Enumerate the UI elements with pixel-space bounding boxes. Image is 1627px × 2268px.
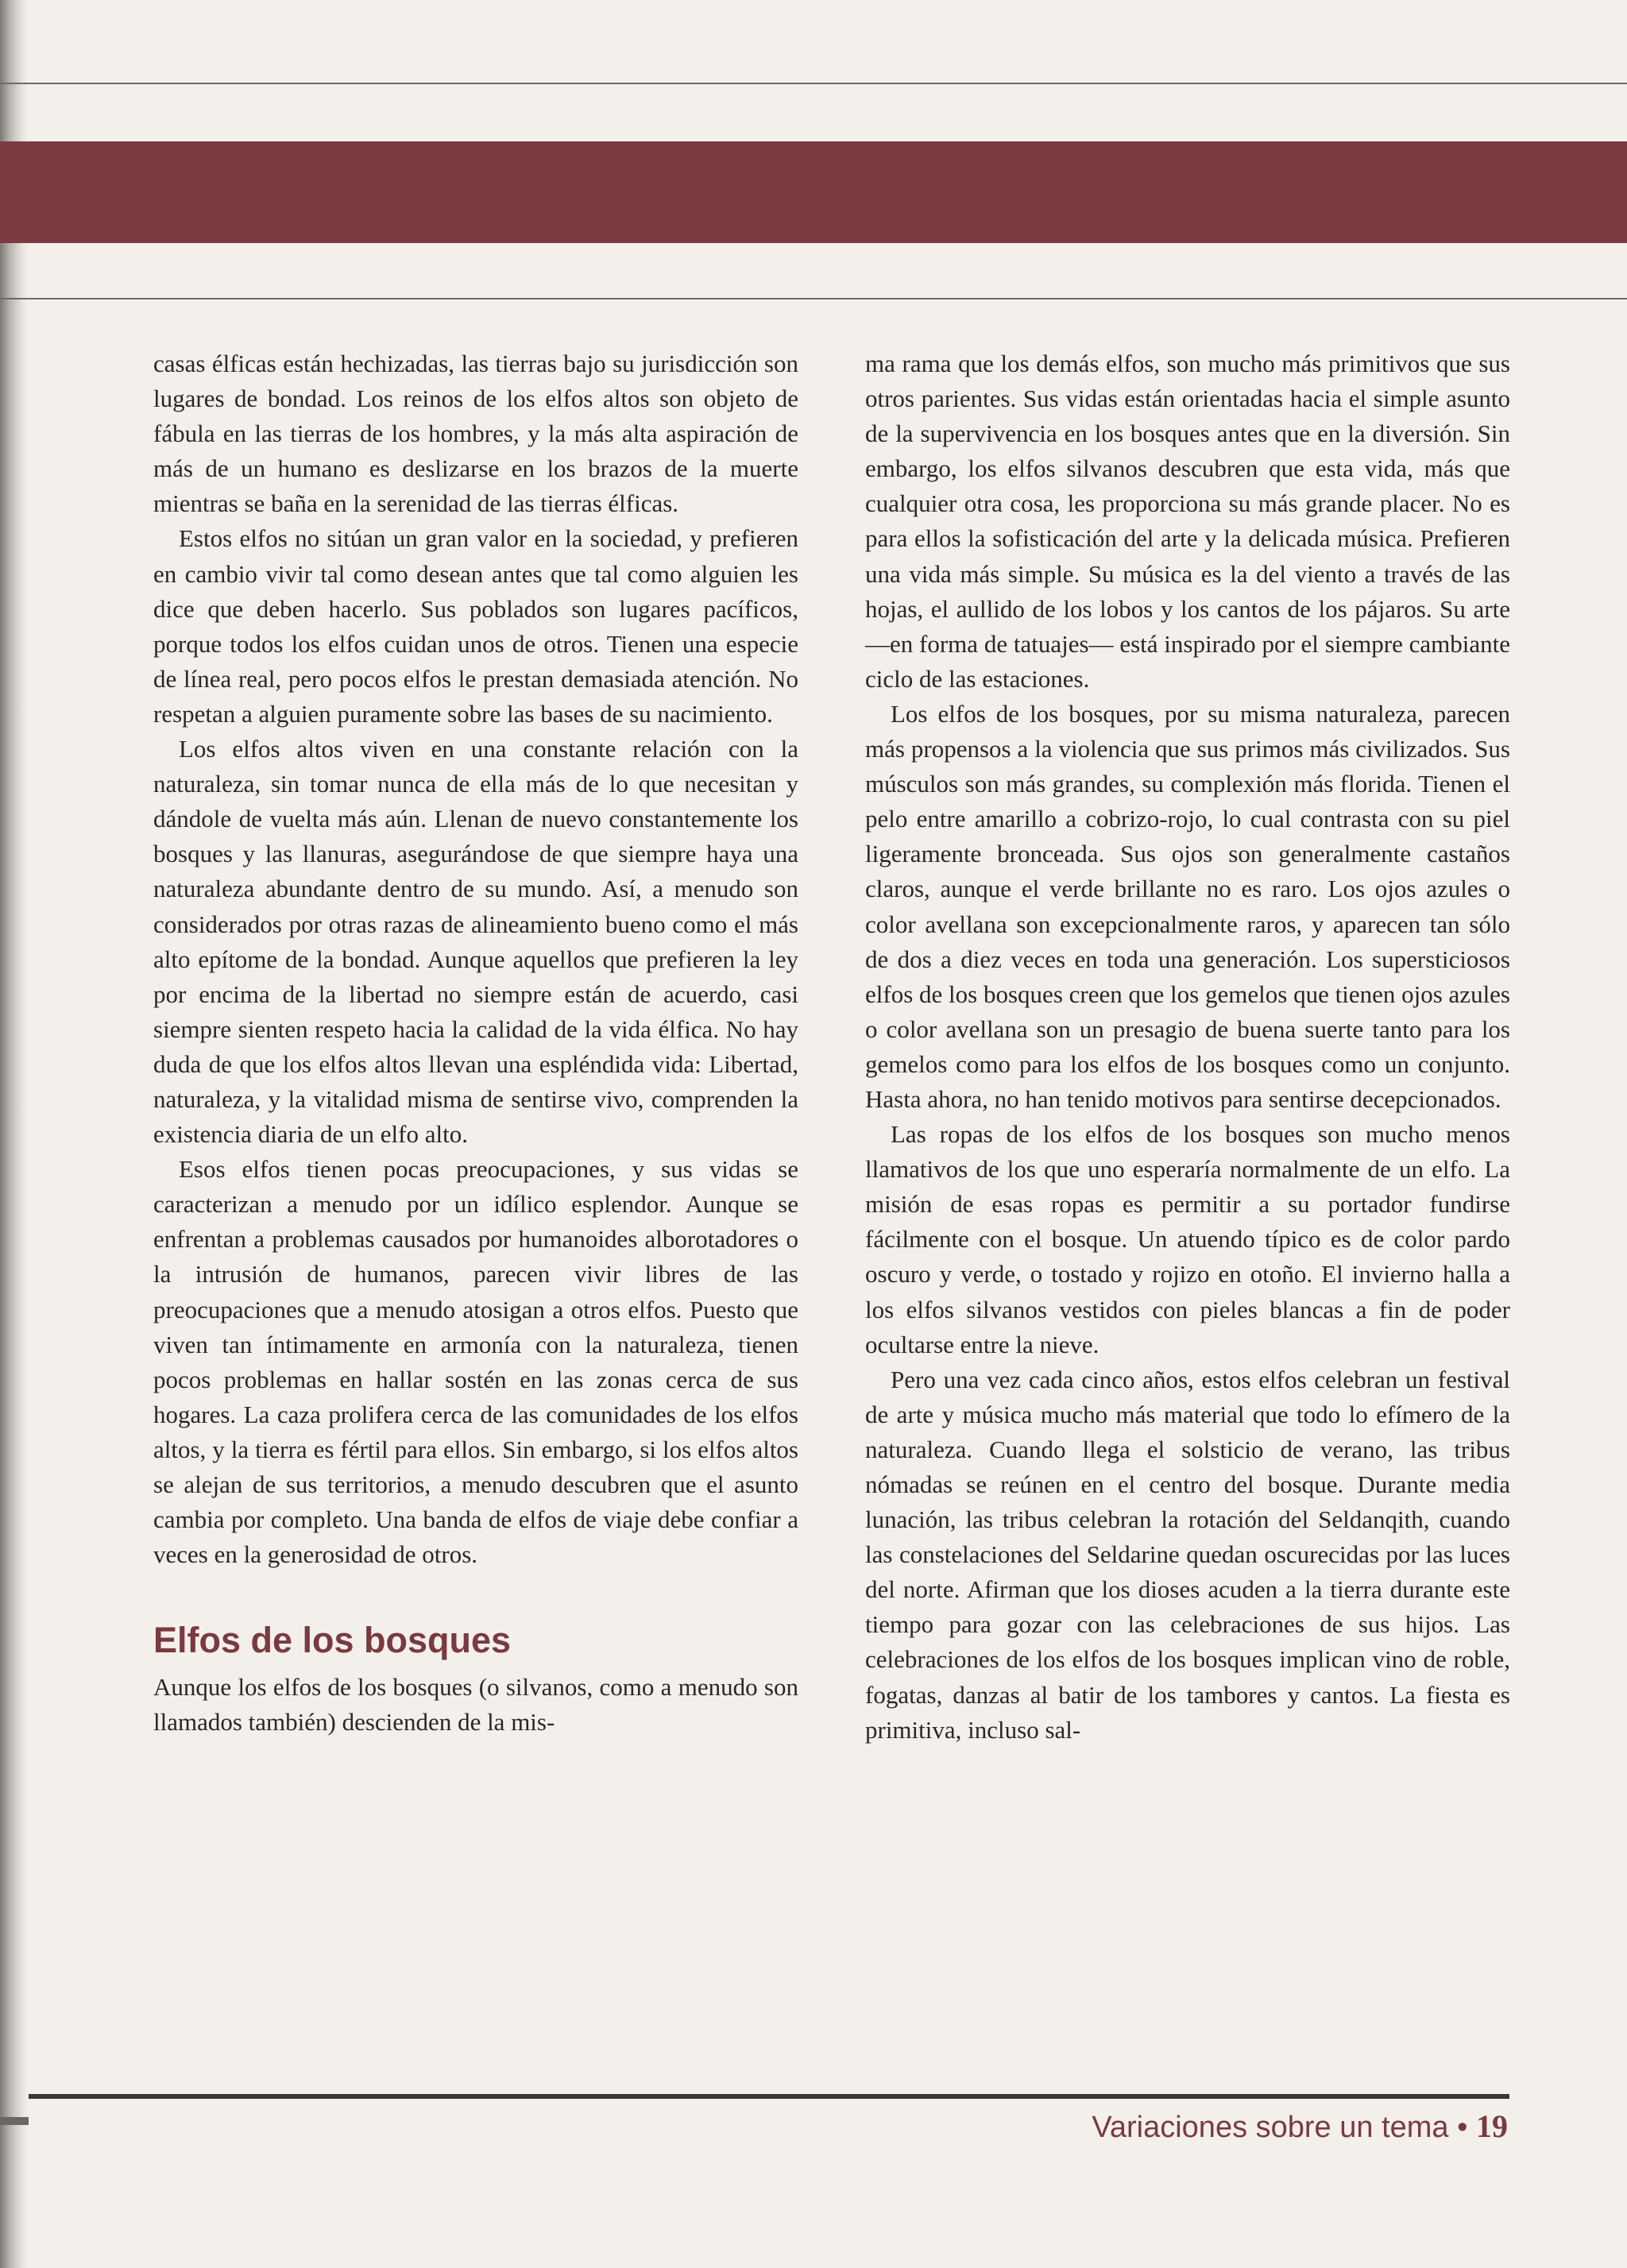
header-rule-bottom	[0, 298, 1627, 299]
paragraph: Los elfos de los bosques, por su misma naturaleza, parecen más propensos a la violencia que sus primos más civilizados. Sus músculos son más grandes, su complexión más florida. Tienen el pelo entre amarillo a cobrizo-rojo, lo cual contrasta con su piel ligeramente bronceada. Sus ojos son generalmente castaños claros, aunque el verde brillante no es raro. Los ojos azules o color avellana son excepcionalmente raros, y aparecen tan sólo de dos a diez veces en toda una generación. Los supersticiosos elfos de los bosques creen que los gemelos que tienen ojos azules o color avellana son un presagio de buena suerte tanto para los gemelos como para los elfos de los bosques como un conjunto. Hasta ahora, no han tenido motivos para sentirse decepcionados.	[865, 699, 1510, 1113]
header-band	[0, 141, 1627, 243]
paragraph: casas élficas están hechizadas, las tierras bajo su jurisdicción son lugares de bondad. Los reinos de los elfos altos son objeto de fábula en las tierras de los hombres, y la más alta aspiración de más de un humano es deslizarse en los brazos de la muerte mientras se baña en la serenidad de las tierras élficas.	[153, 350, 798, 518]
binding-shadow	[0, 0, 29, 2268]
paragraph: Los elfos altos viven en una constante relación con la naturaleza, sin tomar nunca de ella más de lo que necesitan y dándole de vuelta más aún. Llenan de nuevo constantemente los bosques y las llanuras, asegurándose de que siempre haya una naturaleza abundante dentro de su mundo. Así, a menudo son considerados por otras razas de alineamiento bueno como el más alto epítome de la bondad. Aunque aquellos que prefieren la ley por encima de la libertad no siempre están de acuerdo, casi siempre sienten respeto hacia la calidad de la vida élfica. No hay duda de que los elfos altos llevan una espléndida vida: Libertad, naturaleza, y la vitalidad misma de sentirse vivo, comprenden la existencia diaria de un elfo alto.	[153, 735, 798, 1149]
right-column	[865, 346, 1510, 1748]
footer-rule	[29, 2094, 1509, 2099]
section-heading: Elfos de los bosques	[153, 1620, 512, 1661]
paragraph: Pero una vez cada cinco años, estos elfos celebran un festival de arte y música mucho más material que todo lo efímero de la naturaleza. Cuando llega el solsticio de verano, las tribus nómadas se reúnen en el centro del bosque. Durante media lunación, las tribus celebran la rotación del Seldanqith, cuando las constelaciones del Seldarine quedan oscurecidas por las luces del norte. Afirman que los dioses acuden a la tierra durante este tiempo para gozar con las celebraciones de sus hijos. Las celebraciones de los elfos de los bosques implican vino de roble, fogatas, danzas al batir de los tambores y cantos. La fiesta es primitiva, incluso sal-	[865, 1365, 1510, 1744]
page-footer	[1092, 2107, 1508, 2147]
paragraph: Esos elfos tienen pocas preocupaciones, y sus vidas se caracterizan a menudo por un idílico esplendor. Aunque se enfrentan a problemas causados por humanoides alborotadores o la intrusión de humanos, parecen vivir libres de las preocupaciones que a menudo atosigan a otros elfos. Puesto que viven tan íntimamente en armonía con la naturaleza, tienen pocos problemas en hallar sostén en las zonas cerca de sus hogares. La caza prolifera cerca de las comunidades de los elfos altos, y la tierra es fértil para ellos. Sin embargo, si los elfos altos se alejan de sus territorios, a menudo descubren que el asunto cambia por completo. Una banda de elfos de viaje debe confiar a veces en la generosidad de otros.	[153, 1155, 798, 1569]
footer-title: Variaciones sobre un tema	[1092, 2111, 1449, 2144]
paragraph: Estos elfos no sitúan un gran valor en la sociedad, y prefieren en cambio vivir tal como desean antes que tal como alguien les dice que deben hacerlo. Sus poblados son lugares pacíficos, porque todos los elfos cuidan unos de otros. Tienen una especie de línea real, pero pocos elfos le prestan demasiada atención. No respetan a alguien puramente sobre las bases de su nacimiento.	[153, 524, 798, 728]
binding-mark	[0, 2117, 29, 2125]
paragraph: ma rama que los demás elfos, son mucho más primitivos que sus otros parientes. Sus vidas están orientadas hacia el simple asunto de la supervivencia en los bosques antes que en la diversión. Sin embargo, los elfos silvanos descubren que esta vida, más que cualquier otra cosa, les proporciona su más grande placer. No es para ellos la sofisticación del arte y la delicada música. Prefieren una vida más simple. Su música es la del viento a través de las hojas, el aullido de los lobos y los cantos de los pájaros. Su arte —en forma de tatuajes— está inspirado por el siempre cambiante ciclo de las estaciones.	[865, 350, 1510, 693]
header-rule-top	[0, 83, 1627, 84]
page-number: 19	[1476, 2108, 1508, 2144]
paragraph: Las ropas de los elfos de los bosques son mucho menos llamativos de los que uno esperaría normalmente de un elfo. La misión de esas ropas es permitir a su portador fundirse fácilmente con el bosque. Un atuendo típico es de color pardo oscuro y verde, o tostado y rojizo en otoño. El invierno halla a los elfos silvanos vestidos con pieles blancas a fin de poder ocultarse entre la nieve.	[865, 1120, 1510, 1358]
left-column	[153, 346, 798, 1740]
footer-bullet: •	[1457, 2111, 1468, 2144]
paragraph: Aunque los elfos de los bosques (o silvanos, como a menudo son llamados también) descienden de la mis-	[153, 1673, 798, 1737]
